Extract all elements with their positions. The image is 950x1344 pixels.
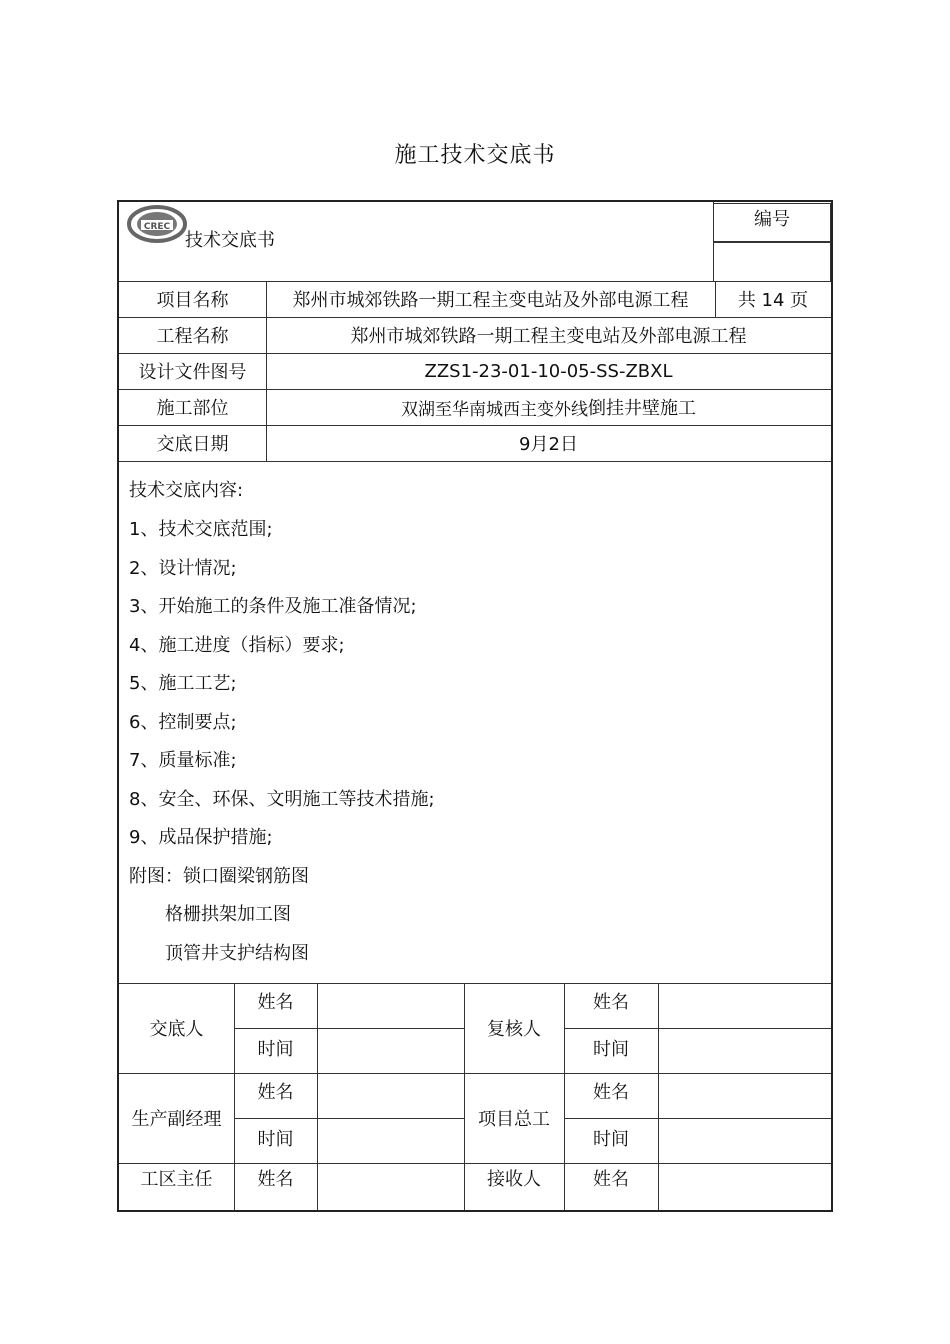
content-item: 2、设计情况;	[129, 558, 237, 579]
crec-logo-icon	[127, 204, 187, 244]
date-label: 交底日期	[156, 434, 229, 455]
engineering-name-value: 郑州市城郊铁路一期工程主变电站及外部电源工程	[350, 326, 747, 347]
reviewer-label: 复核人	[487, 1019, 541, 1040]
content-item: 8、安全、环保、文明施工等技术措施;	[129, 789, 435, 810]
page-title: 施工技术交底书	[394, 143, 556, 168]
construction-part-value	[266, 389, 831, 425]
discloser-label: 交底人	[149, 1019, 204, 1040]
area-director-name-label: 姓名	[257, 1169, 294, 1190]
reviewer-name-label: 姓名	[593, 992, 629, 1013]
receiver-label: 接收人	[487, 1169, 541, 1190]
design-doc-number: ZZS1-23-01-10-05-SS-ZBXL	[424, 360, 673, 382]
construction-part-location: 双湖至华南城西主变外线	[401, 399, 588, 420]
deputy-manager-name-field[interactable]	[317, 1073, 464, 1118]
disclosure-form	[117, 200, 833, 1212]
chief-engineer-name-label: 姓名	[593, 1082, 629, 1103]
project-name-label: 项目名称	[156, 290, 229, 311]
doc-type-label: 技术交底书	[185, 230, 275, 251]
reviewer-name-field[interactable]	[658, 983, 831, 1028]
construction-part-work: 倒挂井壁施工	[588, 398, 696, 419]
reviewer-time-field[interactable]	[658, 1028, 831, 1073]
content-item: 7、质量标准;	[129, 750, 237, 771]
discloser-name-field[interactable]	[317, 983, 464, 1028]
receiver-name-label: 姓名	[593, 1169, 629, 1190]
chief-engineer-time-field[interactable]	[658, 1118, 831, 1163]
content-item: 3、开始施工的条件及施工准备情况;	[129, 596, 417, 617]
attachment-item: 格栅拱架加工图	[129, 904, 291, 925]
content-heading: 技术交底内容:	[129, 480, 244, 501]
area-director-name-field[interactable]	[317, 1163, 464, 1210]
discloser-name-label: 姓名	[257, 992, 294, 1013]
deputy-manager-time-label: 时间	[257, 1129, 294, 1150]
project-name-value: 郑州市城郊铁路一期工程主变电站及外部电源工程	[292, 290, 689, 311]
chief-engineer-label: 项目总工	[478, 1109, 550, 1130]
engineering-name-label: 工程名称	[156, 326, 229, 347]
discloser-time-field[interactable]	[317, 1028, 464, 1073]
chief-engineer-name-field[interactable]	[658, 1073, 831, 1118]
number-value	[713, 242, 831, 282]
deputy-manager-time-field[interactable]	[317, 1118, 464, 1163]
content-item: 6、控制要点;	[129, 712, 237, 733]
attachment-item: 顶管井支护结构图	[129, 943, 309, 964]
attachment-item: 附图：锁口圈梁钢筋图	[129, 866, 309, 887]
date-value: 9月2日	[519, 434, 578, 455]
deputy-manager-name-label: 姓名	[257, 1082, 294, 1103]
content-item: 9、成品保护措施;	[129, 827, 273, 848]
content-item: 1、技术交底范围;	[129, 519, 273, 540]
area-director-label: 工区主任	[140, 1169, 213, 1190]
chief-engineer-time-label: 时间	[593, 1129, 629, 1150]
construction-part-label: 施工部位	[156, 398, 229, 419]
number-label: 编号	[754, 209, 790, 230]
receiver-name-field[interactable]	[658, 1163, 831, 1210]
page-count: 共 14 页	[737, 290, 809, 311]
content-item: 4、施工进度（指标）要求;	[129, 635, 345, 656]
logo-lettering: CREC	[143, 222, 171, 232]
content-item: 5、施工工艺;	[129, 673, 237, 694]
discloser-time-label: 时间	[257, 1039, 294, 1060]
design-doc-label: 设计文件图号	[138, 362, 247, 383]
deputy-manager-label: 生产副经理	[131, 1109, 222, 1130]
reviewer-time-label: 时间	[593, 1039, 629, 1060]
